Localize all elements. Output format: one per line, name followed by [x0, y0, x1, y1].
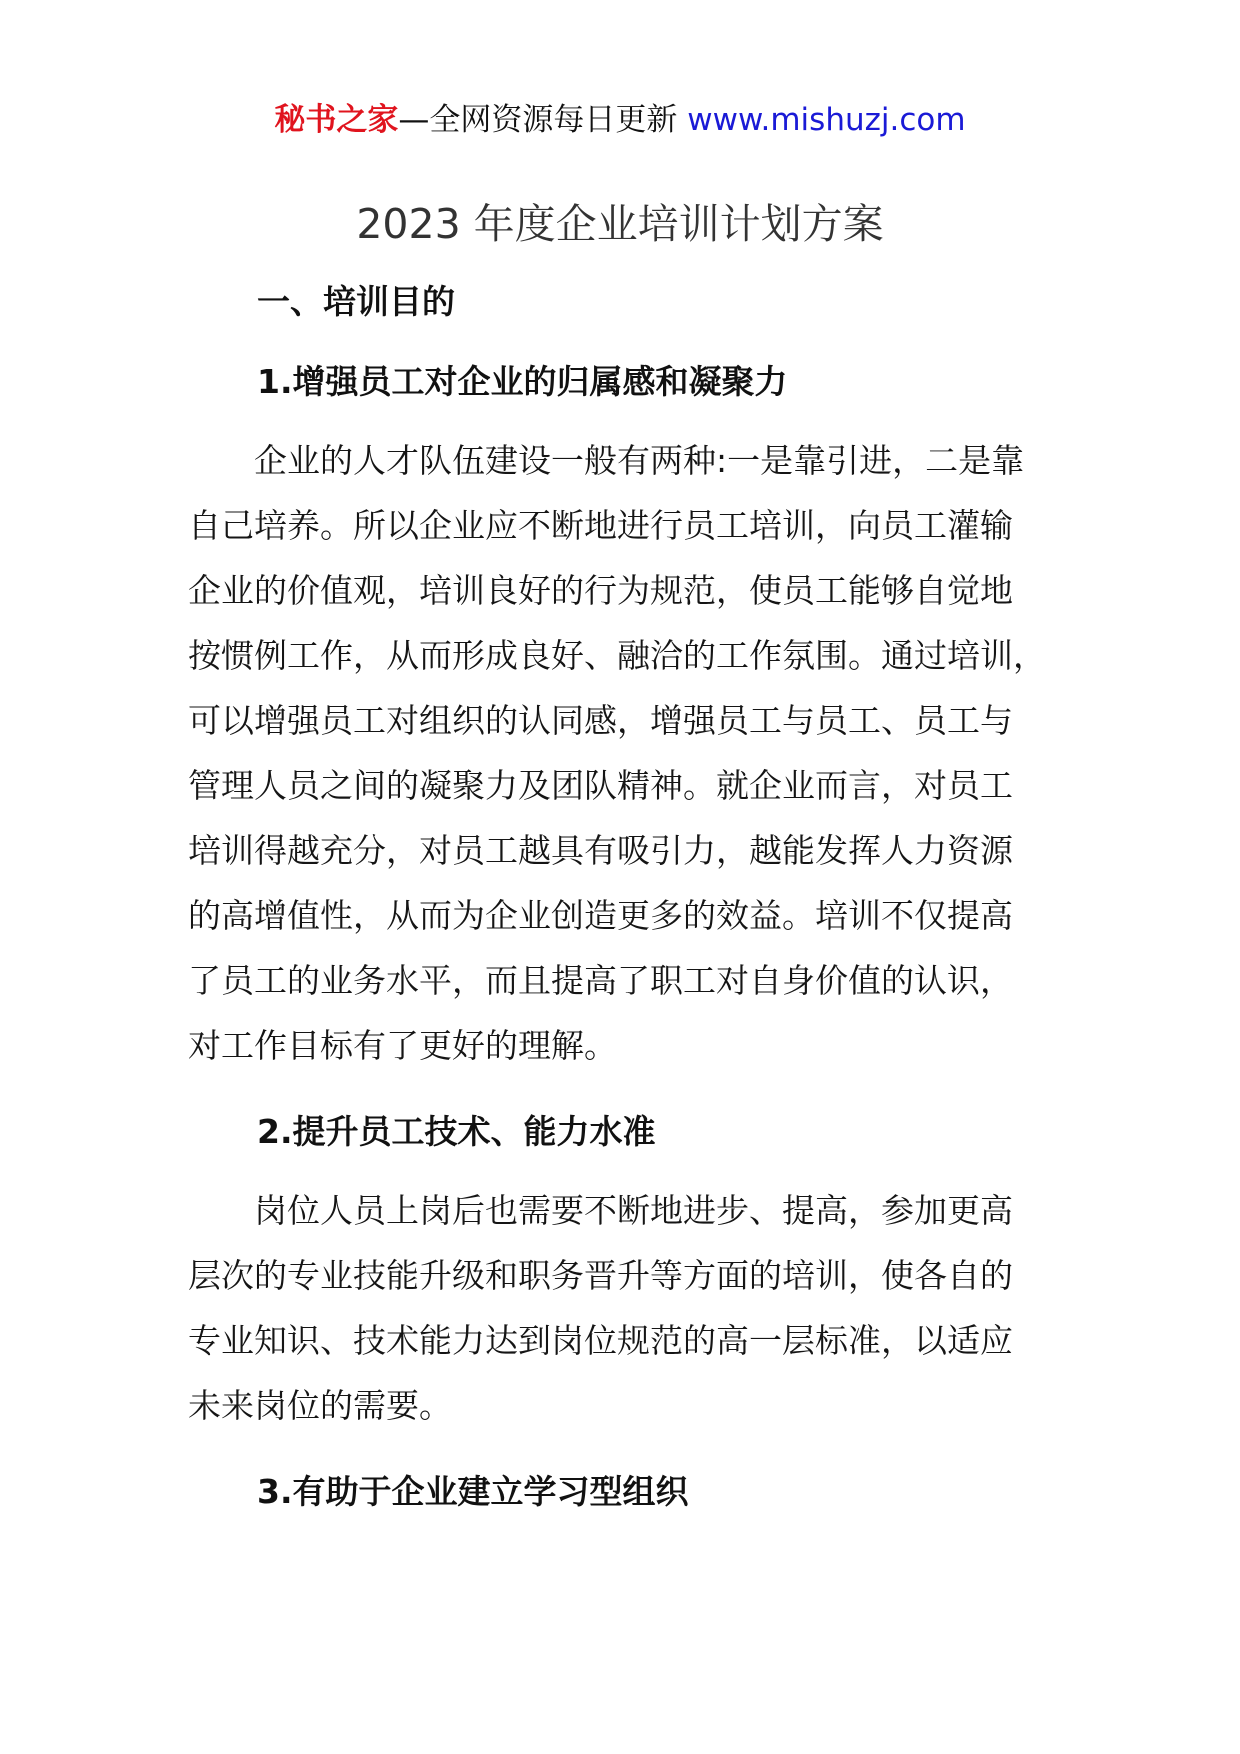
- paragraph-line: 层次的专业技能升级和职务晋升等方面的培训，使各自的: [188, 1256, 1013, 1295]
- site-url-link[interactable]: www.mishuzj.com: [687, 102, 966, 138]
- paragraph-line: 专业知识、技术能力达到岗位规范的高一层标准，以适应: [188, 1321, 1013, 1360]
- paragraph-line: 培训得越充分，对员工越具有吸引力，越能发挥人力资源: [188, 831, 1013, 870]
- subsection-heading-2: 2.提升员工技术、能力水准: [257, 1112, 656, 1151]
- paragraph-line: 岗位人员上岗后也需要不断地进步、提高，参加更高: [188, 1191, 1013, 1230]
- paragraph-1: [188, 428, 1048, 1078]
- section-heading-purpose: 一、培训目的: [257, 282, 455, 321]
- paragraph-line: 的高增值性，从而为企业创造更多的效益。培训不仅提高: [188, 896, 1013, 935]
- subsection-heading-1: 1.增强员工对企业的归属感和凝聚力: [257, 362, 788, 401]
- paragraph-line: 管理人员之间的凝聚力及团队精神。就企业而言，对员工: [188, 766, 1013, 805]
- header-tagline: —全网资源每日更新: [398, 102, 688, 138]
- subsection-heading-3: 3.有助于企业建立学习型组织: [257, 1472, 689, 1511]
- paragraph-2: [188, 1178, 1048, 1438]
- paragraph-line: 可以增强员工对组织的认同感，增强员工与员工、员工与: [188, 701, 1013, 740]
- paragraph-line: 未来岗位的需要。: [188, 1386, 452, 1425]
- header-banner: [0, 100, 1240, 140]
- paragraph-line: 自己培养。所以企业应不断地进行员工培训，向员工灌输: [188, 506, 1013, 545]
- paragraph-line: 按惯例工作，从而形成良好、融洽的工作氛围。通过培训，: [188, 636, 1046, 675]
- paragraph-line: 对工作目标有了更好的理解。: [188, 1026, 617, 1065]
- paragraph-line: 企业的价值观，培训良好的行为规范，使员工能够自觉地: [188, 571, 1013, 610]
- paragraph-line: 了员工的业务水平，而且提高了职工对自身价值的认识，: [188, 961, 1013, 1000]
- paragraph-line: 企业的人才队伍建设一般有两种:一是靠引进，二是靠: [188, 441, 1025, 480]
- document-title: 2023 年度企业培训计划方案: [356, 200, 884, 248]
- brand-name: 秘书之家: [274, 102, 399, 138]
